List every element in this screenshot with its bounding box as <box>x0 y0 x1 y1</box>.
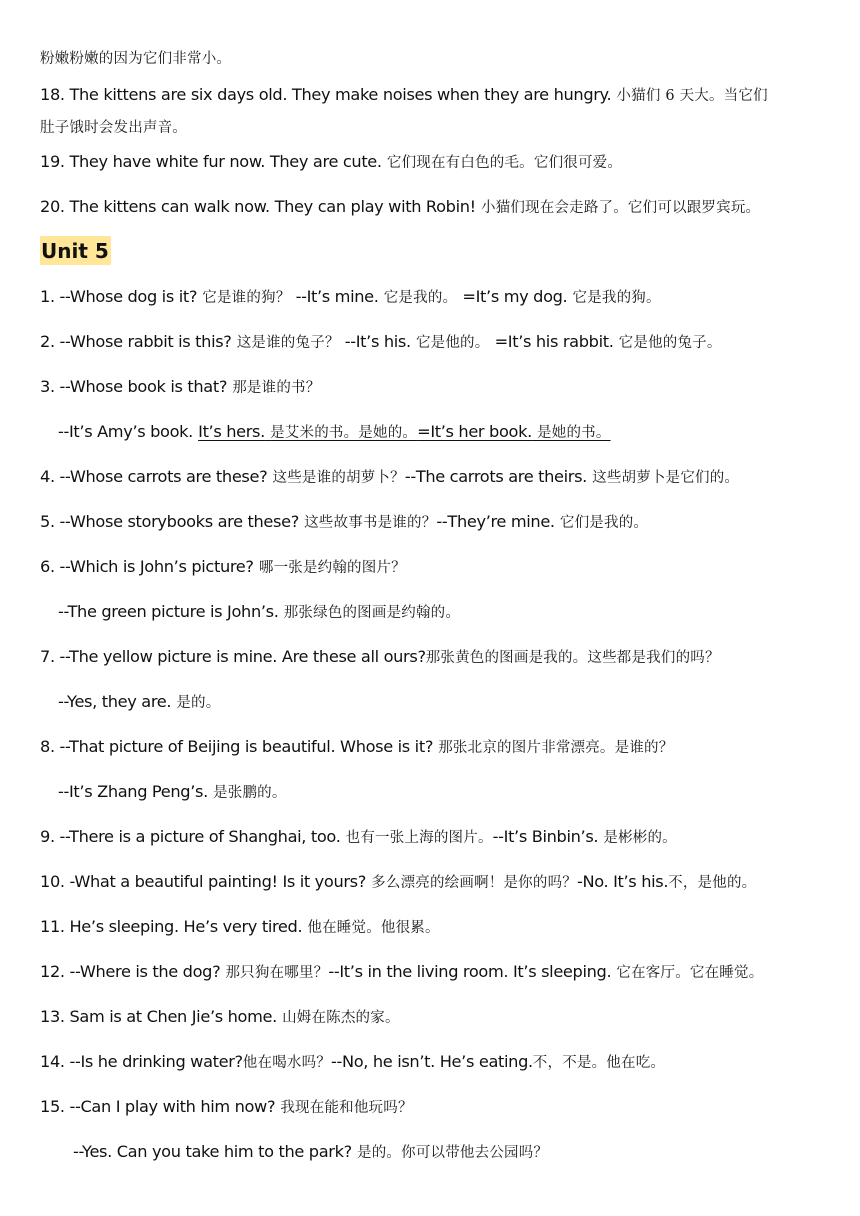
english-question: 15. --Can I play with him now? <box>40 1097 276 1116</box>
item-6 <box>40 557 406 578</box>
english-answer: --It’s his. <box>344 332 411 351</box>
item-13 <box>40 1007 400 1028</box>
english-sentence: 19. They have white fur now. They are cute. <box>40 152 382 171</box>
english-question: 12. --Where is the dog? <box>40 962 221 981</box>
item-1 <box>40 287 661 308</box>
english-question: 3. --Whose book is that? <box>40 377 228 396</box>
chinese-translation: 它是他的。 <box>415 335 490 351</box>
chinese-translation: 那张绿色的图画是约翰的。 <box>283 605 461 621</box>
item-3 <box>40 377 320 398</box>
item-3-answer <box>58 422 611 443</box>
chinese-translation: 多么漂亮的绘画啊！是你的吗？ <box>371 875 577 891</box>
english-answer: --It’s Binbin’s. <box>492 827 599 846</box>
english-answer: --It’s Zhang Peng’s. <box>58 782 208 801</box>
english-question: 2. --Whose rabbit is this? <box>40 332 232 351</box>
english-answer: =It’s his rabbit. <box>494 332 614 351</box>
chinese-translation: 这些故事书是谁的？ <box>304 515 437 531</box>
english-answer: --It’s in the living room. It’s sleeping. <box>328 962 612 981</box>
english-question: 8. --That picture of Beijing is beautiful. Whose is it? <box>40 737 434 756</box>
chinese-text: 粉嫩粉嫩的因为它们非常小。 <box>40 51 232 67</box>
chinese-translation: 他在喝水吗？ <box>242 1055 331 1071</box>
chinese-translation: 哪一张是约翰的图片？ <box>258 560 406 576</box>
underlined-segment <box>198 422 610 441</box>
item-15-answer <box>73 1142 548 1163</box>
text-line-18 <box>40 85 768 106</box>
english-answer: --The green picture is John’s. <box>58 602 279 621</box>
text-line-intro <box>40 48 231 69</box>
chinese-translation: 它们现在有白色的毛。它们很可爱。 <box>386 155 623 171</box>
english-answer: =It’s her book. <box>417 422 532 441</box>
chinese-translation: 它们是我的。 <box>559 515 649 531</box>
chinese-translation: 山姆在陈杰的家。 <box>282 1010 400 1026</box>
chinese-translation: 这些胡萝卜是它们的。 <box>592 470 740 486</box>
english-sentence: 18. The kittens are six days old. They make noises when they are hungry. <box>40 85 612 104</box>
english-sentence: 9. --There is a picture of Shanghai, too. <box>40 827 341 846</box>
chinese-translation: 那张黄色的图画是我的。这些都是我们的吗？ <box>425 650 720 666</box>
item-4 <box>40 467 739 488</box>
english-question: 4. --Whose carrots are these? <box>40 467 268 486</box>
item-8 <box>40 737 673 758</box>
chinese-translation: 它是我的狗。 <box>572 290 661 306</box>
chinese-translation: 小猫们现在会走路了。它们可以跟罗宾玩。 <box>480 200 761 216</box>
text-line-20 <box>40 197 760 218</box>
english-answer: --Yes, they are. <box>58 692 172 711</box>
english-question: 7. --The yellow picture is mine. Are these all ours? <box>40 647 426 666</box>
english-answer: =It’s my dog. <box>462 287 568 306</box>
chinese-translation: 那张北京的图片非常漂亮。是谁的？ <box>438 740 674 756</box>
english-answer: --Yes. Can you take him to the park? <box>73 1142 352 1161</box>
chinese-translation: 是她的书。 <box>537 425 611 441</box>
english-question: 5. --Whose storybooks are these? <box>40 512 299 531</box>
chinese-translation: 这些是谁的胡萝卜？ <box>272 470 405 486</box>
english-question: 14. --Is he drinking water? <box>40 1052 243 1071</box>
chinese-translation: 它是他的兔子。 <box>618 335 722 351</box>
item-14 <box>40 1052 665 1073</box>
english-answer: --It’s Amy’s book. <box>58 422 193 441</box>
item-9 <box>40 827 677 848</box>
chinese-translation: 它是我的。 <box>383 290 458 306</box>
unit-heading: Unit 5 <box>40 236 111 265</box>
chinese-translation: 小猫们 6 天大。当它们 <box>616 88 768 104</box>
item-8-answer <box>58 782 287 803</box>
chinese-translation: 也有一张上海的图片。 <box>345 830 493 846</box>
chinese-translation: 不，是他的。 <box>668 875 757 891</box>
english-question: 1. --Whose dog is it? <box>40 287 198 306</box>
english-sentence: 10. -What a beautiful painting! Is it yours? <box>40 872 367 891</box>
english-sentence: 20. The kittens can walk now. They can play with Robin! <box>40 197 476 216</box>
chinese-translation: 不，不是。他在吃。 <box>532 1055 666 1071</box>
item-5 <box>40 512 648 533</box>
chinese-translation: 那只狗在哪里？ <box>225 965 329 981</box>
english-question: 6. --Which is John’s picture? <box>40 557 254 576</box>
item-12 <box>40 962 763 983</box>
text-line-19 <box>40 152 622 173</box>
item-7-answer <box>58 692 220 713</box>
chinese-translation: 是的。 <box>176 695 221 711</box>
chinese-translation: 我现在能和他玩吗？ <box>280 1100 413 1116</box>
english-answer: -No. It’s his. <box>576 872 669 891</box>
english-sentence: 13. Sam is at Chen Jie’s home. <box>40 1007 277 1026</box>
item-10 <box>40 872 756 893</box>
english-answer: --No, he isn’t. He’s eating. <box>331 1052 533 1071</box>
english-answer: It’s hers. <box>198 422 265 441</box>
chinese-translation: 它是谁的狗？ <box>202 290 291 306</box>
item-15 <box>40 1097 413 1118</box>
chinese-translation: 是彬彬的。 <box>603 830 677 846</box>
chinese-translation: 肚子饿时会发出声音。 <box>40 120 187 136</box>
english-answer: --They’re mine. <box>436 512 555 531</box>
document-page <box>40 0 840 1216</box>
text-line-18-continued <box>40 117 187 138</box>
item-11 <box>40 917 440 938</box>
chinese-translation: 是艾米的书。是她的。 <box>270 425 418 441</box>
chinese-translation: 是的。你可以带他去公园吗？ <box>357 1145 549 1161</box>
chinese-translation: 这是谁的兔子？ <box>236 335 340 351</box>
item-7 <box>40 647 720 668</box>
chinese-translation: 他在睡觉。他很累。 <box>307 920 440 936</box>
chinese-translation: 它在客厅。它在睡觉。 <box>616 965 764 981</box>
item-2 <box>40 332 722 353</box>
item-6-answer <box>58 602 460 623</box>
english-answer: --It’s mine. <box>295 287 379 306</box>
chinese-translation: 那是谁的书？ <box>232 380 321 396</box>
chinese-translation: 是张鹏的。 <box>213 785 287 801</box>
english-answer: --The carrots are theirs. <box>404 467 587 486</box>
english-sentence: 11. He’s sleeping. He’s very tired. <box>40 917 303 936</box>
